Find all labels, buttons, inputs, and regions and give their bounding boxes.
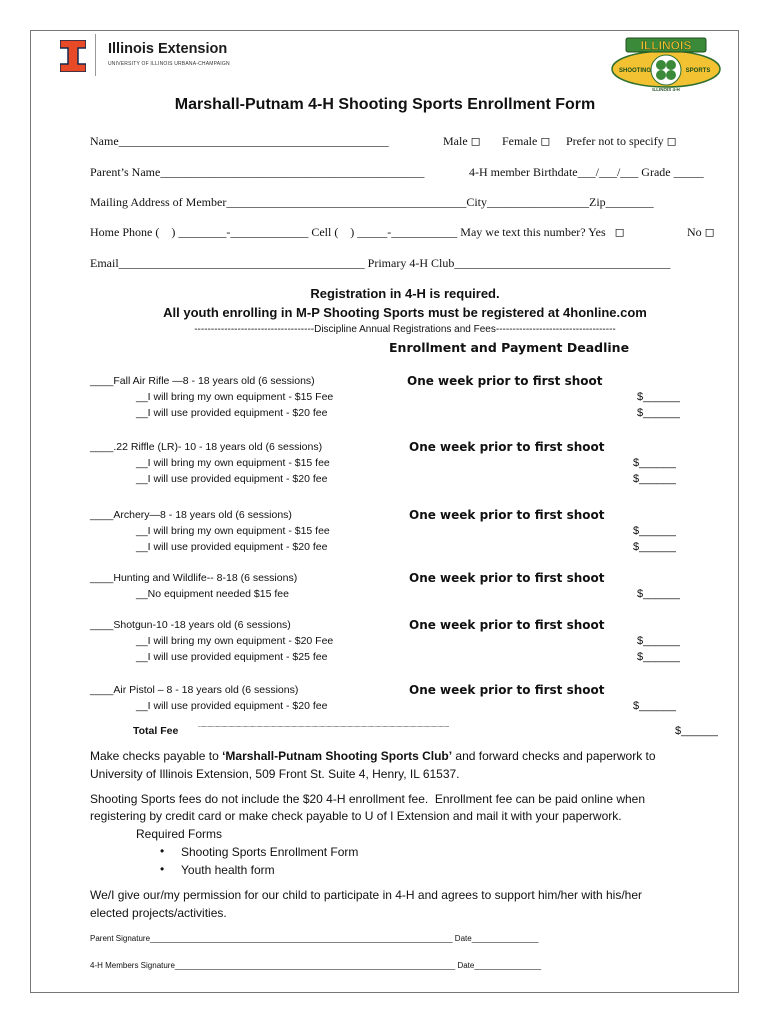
form-title: Marshall-Putnam 4-H Shooting Sports Enrollment Form (174, 96, 596, 113)
fee-amount[interactable]: $______ (637, 635, 680, 647)
checks-payable-line: Make checks payable to ‘Marshall-Putnam Shooting Sports Club’ and forward checks and paperwork to (90, 749, 656, 763)
parent-name-field[interactable]: Parent’s Name____________________________________________ (90, 165, 425, 179)
extension-subtitle: UNIVERSITY OF ILLINOIS URBANA-CHAMPAIGN (108, 61, 230, 67)
fee-amount[interactable]: $______ (633, 473, 676, 485)
logo-divider (95, 34, 96, 76)
fee-amount[interactable]: $______ (637, 588, 680, 600)
bullet-icon: • (160, 844, 165, 858)
fees-note-line2: registering by credit card or make check payable to U of I Extension and mail it with your paperwork. (90, 809, 622, 823)
discipline-title[interactable]: ____Shotgun-10 -18 years old (6 sessions) (90, 619, 291, 631)
discipline-title[interactable]: ____Archery—8 - 18 years old (6 sessions) (90, 509, 292, 521)
name-field[interactable]: Name_____________________________________________ (90, 134, 389, 148)
registration-required: Registration in 4-H is required. (310, 286, 500, 301)
discipline-title[interactable]: ____.22 Riffle (LR)- 10 - 18 years old (6 sessions) (90, 441, 323, 453)
total-fee-label: Total Fee (133, 725, 179, 737)
prefer-not-checkbox[interactable]: Prefer not to specify ◻ (566, 134, 677, 148)
parent-signature-line[interactable]: Parent Signature____________________________________________________________________ Date_______________ (90, 934, 539, 943)
mailing-address-field[interactable]: Mailing Address of Member________________________________________City_________________Zip________ (90, 195, 654, 209)
discipline-option[interactable]: __I will bring my own equipment - $15 Fee (136, 391, 334, 403)
birthdate-grade-field[interactable]: 4-H member Birthdate___/___/___ Grade _____ (469, 165, 704, 179)
fee-amount[interactable]: $______ (637, 407, 680, 419)
shooting-sports-badge (610, 36, 722, 94)
fee-amount[interactable]: $______ (633, 457, 676, 469)
permission-line2: elected projects/activities. (90, 906, 227, 920)
discipline-option[interactable]: __No equipment needed $15 fee (136, 588, 289, 600)
club-name: ‘Marshall-Putnam Shooting Sports Club’ (222, 749, 453, 763)
badge-bottom-text: ILLINOIS 4-H (652, 87, 680, 92)
discipline-option[interactable]: __I will use provided equipment - $20 fee (136, 541, 328, 553)
badge-right-text: SPORTS (685, 68, 711, 74)
discipline-option[interactable]: __I will use provided equipment - $25 fee (136, 651, 328, 663)
required-forms-heading: Required Forms (136, 827, 223, 841)
block-i-logo (60, 40, 86, 72)
discipline-option[interactable]: __I will bring my own equipment - $15 fee (136, 525, 330, 537)
fees-divider: ------------------------------------Discipline Annual Registrations and Fees------------------------------------ (194, 324, 616, 335)
discipline-option[interactable]: __I will bring my own equipment - $15 fee (136, 457, 330, 469)
required-form-item: Youth health form (181, 863, 275, 877)
discipline-option[interactable]: __I will use provided equipment - $20 fee (136, 700, 328, 712)
registration-4honline: All youth enrolling in M-P Shooting Sports must be registered at 4honline.com (163, 305, 647, 320)
discipline-title[interactable]: ____Fall Air Rifle —8 - 18 years old (6 sessions) (90, 375, 315, 387)
total-fee-leader: ....................................................................................................................................................................................................................... (198, 723, 449, 729)
discipline-deadline: One week prior to first shoot (409, 683, 605, 697)
bullet-icon: • (160, 862, 165, 876)
mailing-address-extension: University of Illinois Extension, 509 Front St. Suite 4, Henry, IL 61537. (90, 767, 460, 781)
discipline-title[interactable]: ____Hunting and Wildlife-- 8-18 (6 sessions) (90, 572, 298, 584)
badge-left-text: SHOOTING (618, 68, 652, 74)
discipline-deadline: One week prior to first shoot (409, 618, 605, 632)
deadline-header: Enrollment and Payment Deadline (389, 340, 630, 355)
discipline-deadline: One week prior to first shoot (409, 508, 605, 522)
female-checkbox[interactable]: Female ◻ (502, 134, 551, 148)
discipline-deadline: One week prior to first shoot (409, 440, 605, 454)
discipline-title[interactable]: ____Air Pistol – 8 - 18 years old (6 sessions) (90, 684, 299, 696)
discipline-option[interactable]: __I will use provided equipment - $20 fee (136, 407, 328, 419)
phone-field[interactable]: Home Phone ( ) ________-_____________ Cell ( ) _____-___________ May we text this number? Yes ◻ (90, 225, 625, 239)
discipline-deadline: One week prior to first shoot (409, 571, 605, 585)
discipline-option[interactable]: __I will bring my own equipment - $20 Fee (136, 635, 334, 647)
member-signature-line[interactable]: 4-H Members Signature_______________________________________________________________ Date_______________ (90, 961, 542, 970)
male-checkbox[interactable]: Male ◻ (443, 134, 481, 148)
fee-amount[interactable]: $______ (633, 700, 676, 712)
discipline-deadline: One week prior to first shoot (407, 374, 603, 388)
extension-name: Illinois Extension (108, 41, 228, 57)
badge-top-text: ILLINOIS (640, 38, 692, 53)
text-no-checkbox[interactable]: No ◻ (687, 225, 715, 239)
discipline-option[interactable]: __I will use provided equipment - $20 fee (136, 473, 328, 485)
total-fee-amount[interactable]: $______ (675, 725, 718, 737)
permission-line1: We/I give our/my permission for our child to participate in 4-H and agrees to support him/her with his/her (90, 888, 643, 902)
fee-amount[interactable]: $______ (637, 651, 680, 663)
fee-amount[interactable]: $______ (633, 541, 676, 553)
fee-amount[interactable]: $______ (633, 525, 676, 537)
email-club-field[interactable]: Email_________________________________________ Primary 4-H Club____________________________________ (90, 256, 671, 270)
fees-note-line1: Shooting Sports fees do not include the $20 4-H enrollment fee. Enrollment fee can be paid online when (90, 792, 646, 806)
required-form-item: Shooting Sports Enrollment Form (181, 845, 359, 859)
fee-amount[interactable]: $______ (637, 391, 680, 403)
